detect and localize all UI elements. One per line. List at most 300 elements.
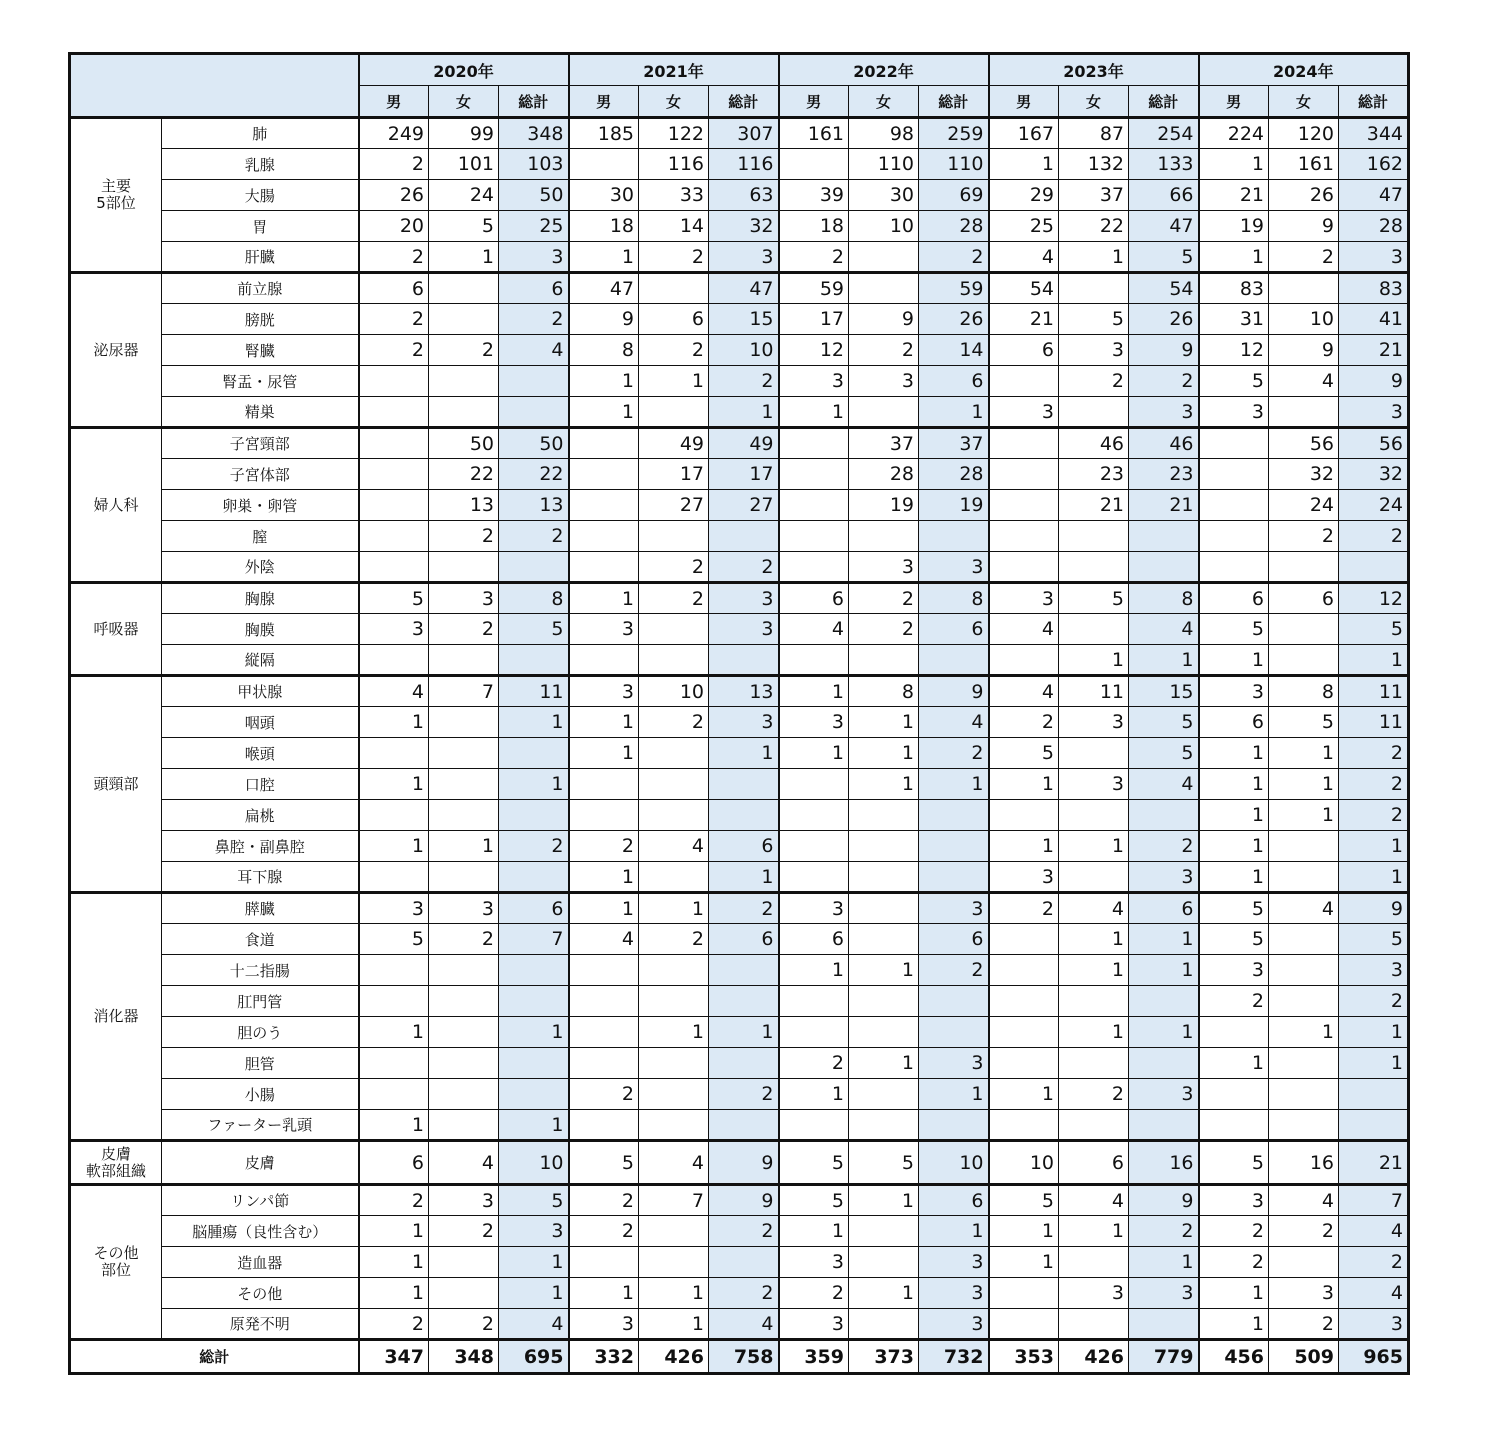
total-cell: 11 — [1339, 676, 1409, 707]
male-cell: 2 — [569, 1079, 639, 1110]
table-row — [70, 335, 1409, 366]
total-cell — [919, 521, 989, 552]
female-cell: 16 — [1269, 1141, 1339, 1185]
male-cell — [989, 490, 1059, 521]
female-cell: 426 — [1059, 1340, 1129, 1374]
male-cell: 5 — [1199, 1141, 1269, 1185]
male-cell: 1 — [359, 1110, 429, 1141]
female-cell: 9 — [849, 304, 919, 335]
total-cell: 1 — [1339, 1017, 1409, 1048]
female-cell — [1269, 1247, 1339, 1278]
group-block — [70, 1141, 1409, 1185]
female-cell: 1 — [1269, 800, 1339, 831]
total-cell: 4 — [709, 1309, 779, 1340]
male-cell: 21 — [989, 304, 1059, 335]
total-cell: 6 — [499, 273, 569, 304]
total-cell: 21 — [1339, 1141, 1409, 1185]
total-cell: 83 — [1339, 273, 1409, 304]
female-cell — [429, 397, 499, 428]
table-row — [70, 1247, 1409, 1278]
table-row — [70, 800, 1409, 831]
female-cell: 10 — [849, 211, 919, 242]
female-cell — [1059, 986, 1129, 1017]
total-cell: 4 — [1339, 1278, 1409, 1309]
male-cell: 54 — [989, 273, 1059, 304]
male-cell — [359, 459, 429, 490]
male-cell: 2 — [569, 831, 639, 862]
total-cell: 12 — [1339, 583, 1409, 614]
male-cell — [989, 800, 1059, 831]
total-cell: 695 — [499, 1340, 569, 1374]
table-row — [70, 242, 1409, 273]
female-cell: 3 — [429, 583, 499, 614]
total-cell: 24 — [1339, 490, 1409, 521]
table-row — [70, 1309, 1409, 1340]
male-cell: 18 — [779, 211, 849, 242]
male-cell: 2 — [1199, 1247, 1269, 1278]
group-block — [70, 118, 1409, 273]
total-cell: 3 — [1129, 862, 1199, 893]
total-cell: 3 — [1129, 397, 1199, 428]
total-cell: 2 — [499, 304, 569, 335]
total-cell: 2 — [1339, 738, 1409, 769]
year-header: 2021年 — [569, 54, 779, 86]
total-cell — [919, 1017, 989, 1048]
total-cell: 307 — [709, 118, 779, 149]
female-cell — [1059, 1309, 1129, 1340]
total-cell: 5 — [1339, 614, 1409, 645]
total-cell: 3 — [1339, 955, 1409, 986]
male-cell — [569, 490, 639, 521]
female-cell — [639, 955, 709, 986]
table-row — [70, 1278, 1409, 1309]
female-cell — [849, 1216, 919, 1247]
male-cell — [779, 459, 849, 490]
total-cell — [919, 1110, 989, 1141]
male-cell — [989, 428, 1059, 459]
female-cell: 1 — [849, 955, 919, 986]
female-cell: 6 — [639, 304, 709, 335]
total-cell: 6 — [709, 924, 779, 955]
year-header: 2024年 — [1199, 54, 1409, 86]
total-cell: 1 — [1129, 1247, 1199, 1278]
table-row — [70, 180, 1409, 211]
female-cell: 3 — [1059, 769, 1129, 800]
female-cell: 3 — [1059, 707, 1129, 738]
male-cell: 20 — [359, 211, 429, 242]
male-cell — [569, 800, 639, 831]
female-cell — [429, 1110, 499, 1141]
female-cell — [1269, 831, 1339, 862]
female-cell: 22 — [429, 459, 499, 490]
site-label: 口腔 — [162, 769, 359, 800]
total-cell: 2 — [1339, 521, 1409, 552]
site-label: 脳腫瘍（良性含む） — [162, 1216, 359, 1247]
total-cell: 2 — [1129, 366, 1199, 397]
male-cell: 12 — [779, 335, 849, 366]
table-row — [70, 862, 1409, 893]
female-cell — [429, 1247, 499, 1278]
female-cell — [1269, 645, 1339, 676]
male-cell: 2 — [779, 1048, 849, 1079]
male-cell: 1 — [1199, 831, 1269, 862]
total-cell: 13 — [709, 676, 779, 707]
total-cell: 6 — [709, 831, 779, 862]
female-cell: 56 — [1269, 428, 1339, 459]
male-cell: 2 — [359, 149, 429, 180]
female-cell: 4 — [1269, 366, 1339, 397]
male-cell: 1 — [359, 1017, 429, 1048]
group-block — [70, 893, 1409, 1141]
female-cell: 3 — [429, 1185, 499, 1216]
total-cell: 3 — [1129, 1278, 1199, 1309]
male-cell: 2 — [359, 1185, 429, 1216]
total-cell — [499, 1079, 569, 1110]
total-cell: 10 — [709, 335, 779, 366]
female-cell: 1 — [1059, 1216, 1129, 1247]
male-cell: 1 — [779, 1079, 849, 1110]
female-cell: 101 — [429, 149, 499, 180]
site-label: 膵臓 — [162, 893, 359, 924]
female-cell — [639, 986, 709, 1017]
male-cell — [989, 955, 1059, 986]
male-cell — [989, 459, 1059, 490]
total-cell: 28 — [919, 211, 989, 242]
male-cell: 3 — [989, 862, 1059, 893]
total-cell: 4 — [499, 335, 569, 366]
group-label: 頭頸部 — [70, 676, 162, 893]
male-cell: 5 — [1199, 366, 1269, 397]
male-header: 男 — [779, 86, 849, 118]
female-cell — [1269, 397, 1339, 428]
grand-total-label: 総計 — [70, 1340, 359, 1374]
female-cell: 348 — [429, 1340, 499, 1374]
total-cell — [709, 1110, 779, 1141]
female-cell: 2 — [1269, 1309, 1339, 1340]
male-cell — [359, 862, 429, 893]
total-cell: 11 — [499, 676, 569, 707]
female-cell: 37 — [849, 428, 919, 459]
total-cell: 2 — [499, 831, 569, 862]
female-cell: 22 — [1059, 211, 1129, 242]
total-cell: 6 — [499, 893, 569, 924]
male-cell: 1 — [359, 769, 429, 800]
group-block — [70, 1185, 1409, 1340]
total-header: 総計 — [1129, 86, 1199, 118]
total-cell: 47 — [1339, 180, 1409, 211]
total-cell: 10 — [499, 1141, 569, 1185]
male-cell — [359, 955, 429, 986]
table-row — [70, 583, 1409, 614]
female-cell: 161 — [1269, 149, 1339, 180]
total-cell: 110 — [919, 149, 989, 180]
female-cell: 1 — [849, 707, 919, 738]
total-cell: 7 — [499, 924, 569, 955]
male-cell: 1 — [569, 242, 639, 273]
male-cell: 17 — [779, 304, 849, 335]
table-row — [70, 1110, 1409, 1141]
female-cell: 99 — [429, 118, 499, 149]
female-cell: 46 — [1059, 428, 1129, 459]
group-label: 呼吸器 — [70, 583, 162, 676]
female-cell: 132 — [1059, 149, 1129, 180]
total-cell: 22 — [499, 459, 569, 490]
male-cell: 1 — [989, 1247, 1059, 1278]
female-cell: 24 — [429, 180, 499, 211]
male-cell — [989, 552, 1059, 583]
male-cell — [779, 800, 849, 831]
female-cell: 1 — [849, 1278, 919, 1309]
site-label: 子宮体部 — [162, 459, 359, 490]
male-cell: 359 — [779, 1340, 849, 1374]
female-cell — [1269, 552, 1339, 583]
female-cell — [429, 738, 499, 769]
female-cell: 2 — [1059, 1079, 1129, 1110]
female-cell: 17 — [639, 459, 709, 490]
female-cell: 6 — [1059, 1141, 1129, 1185]
male-cell: 1 — [1199, 1048, 1269, 1079]
male-cell: 29 — [989, 180, 1059, 211]
male-cell: 5 — [989, 1185, 1059, 1216]
total-cell: 254 — [1129, 118, 1199, 149]
table-row — [70, 304, 1409, 335]
total-cell: 4 — [499, 1309, 569, 1340]
male-cell: 39 — [779, 180, 849, 211]
female-cell: 7 — [429, 676, 499, 707]
male-cell: 1 — [779, 676, 849, 707]
site-label: 腎臓 — [162, 335, 359, 366]
male-header: 男 — [989, 86, 1059, 118]
male-cell: 456 — [1199, 1340, 1269, 1374]
total-cell: 8 — [1129, 583, 1199, 614]
male-cell: 167 — [989, 118, 1059, 149]
female-cell: 4 — [1269, 1185, 1339, 1216]
female-cell: 122 — [639, 118, 709, 149]
total-cell: 779 — [1129, 1340, 1199, 1374]
total-cell: 9 — [709, 1141, 779, 1185]
table-row — [70, 955, 1409, 986]
total-cell: 5 — [1129, 242, 1199, 273]
female-cell — [639, 862, 709, 893]
female-cell: 2 — [429, 1216, 499, 1247]
total-cell: 15 — [709, 304, 779, 335]
female-cell: 37 — [1059, 180, 1129, 211]
table-row — [70, 366, 1409, 397]
total-cell: 19 — [919, 490, 989, 521]
total-cell: 6 — [919, 924, 989, 955]
total-cell: 3 — [1339, 242, 1409, 273]
male-cell: 19 — [1199, 211, 1269, 242]
total-cell: 1 — [1129, 645, 1199, 676]
female-cell — [849, 924, 919, 955]
total-cell: 1 — [1339, 831, 1409, 862]
male-cell: 4 — [359, 676, 429, 707]
female-cell: 9 — [1269, 335, 1339, 366]
male-cell: 5 — [989, 738, 1059, 769]
female-cell: 14 — [639, 211, 709, 242]
female-cell: 1 — [849, 769, 919, 800]
female-cell — [849, 645, 919, 676]
male-cell: 1 — [779, 1216, 849, 1247]
total-cell: 6 — [919, 614, 989, 645]
total-cell: 9 — [1129, 1185, 1199, 1216]
table-row — [70, 738, 1409, 769]
site-label: 鼻腔・副鼻腔 — [162, 831, 359, 862]
total-cell: 5 — [1129, 738, 1199, 769]
female-cell: 5 — [1059, 304, 1129, 335]
male-cell: 4 — [989, 614, 1059, 645]
site-label: 食道 — [162, 924, 359, 955]
male-cell — [359, 521, 429, 552]
male-cell — [359, 397, 429, 428]
female-cell: 10 — [1269, 304, 1339, 335]
male-cell: 1 — [989, 1216, 1059, 1247]
male-cell — [989, 924, 1059, 955]
site-label: 胸膜 — [162, 614, 359, 645]
female-cell — [1059, 397, 1129, 428]
total-cell: 3 — [919, 552, 989, 583]
male-cell — [1199, 1079, 1269, 1110]
female-cell: 4 — [639, 831, 709, 862]
female-cell: 98 — [849, 118, 919, 149]
total-cell: 1 — [1339, 862, 1409, 893]
total-cell — [1129, 552, 1199, 583]
female-cell — [1269, 1079, 1339, 1110]
female-cell — [849, 986, 919, 1017]
total-cell: 5 — [1339, 924, 1409, 955]
male-cell — [359, 986, 429, 1017]
male-cell: 31 — [1199, 304, 1269, 335]
female-cell: 11 — [1059, 676, 1129, 707]
male-cell: 1 — [989, 149, 1059, 180]
male-cell — [779, 862, 849, 893]
total-cell — [1129, 800, 1199, 831]
female-cell: 1 — [1269, 738, 1339, 769]
female-cell: 4 — [1059, 1185, 1129, 1216]
male-cell: 1 — [1199, 149, 1269, 180]
female-cell: 2 — [429, 335, 499, 366]
female-cell — [1059, 614, 1129, 645]
total-cell: 8 — [499, 583, 569, 614]
site-label: 胃 — [162, 211, 359, 242]
site-label: 喉頭 — [162, 738, 359, 769]
female-header: 女 — [1269, 86, 1339, 118]
male-cell: 2 — [569, 1216, 639, 1247]
male-cell: 3 — [779, 366, 849, 397]
site-label: 胆のう — [162, 1017, 359, 1048]
total-cell: 116 — [709, 149, 779, 180]
male-cell — [989, 1048, 1059, 1079]
female-cell — [1269, 924, 1339, 955]
table-row — [70, 273, 1409, 304]
total-cell: 3 — [919, 1247, 989, 1278]
total-cell: 3 — [709, 614, 779, 645]
group-label: その他 部位 — [70, 1185, 162, 1340]
total-cell: 9 — [919, 676, 989, 707]
female-cell: 2 — [1269, 1216, 1339, 1247]
female-cell: 2 — [429, 924, 499, 955]
table-header — [70, 54, 1409, 118]
male-cell — [779, 769, 849, 800]
total-cell: 4 — [1129, 769, 1199, 800]
site-label: 膀胱 — [162, 304, 359, 335]
female-cell: 30 — [849, 180, 919, 211]
female-cell — [639, 397, 709, 428]
female-cell — [429, 366, 499, 397]
table-row — [70, 831, 1409, 862]
total-cell: 56 — [1339, 428, 1409, 459]
male-cell: 3 — [989, 583, 1059, 614]
female-cell: 13 — [429, 490, 499, 521]
male-cell: 5 — [359, 583, 429, 614]
total-cell — [1129, 986, 1199, 1017]
female-cell: 3 — [429, 893, 499, 924]
male-cell: 4 — [569, 924, 639, 955]
total-cell: 3 — [919, 893, 989, 924]
total-cell: 162 — [1339, 149, 1409, 180]
male-cell: 47 — [569, 273, 639, 304]
female-cell: 19 — [849, 490, 919, 521]
total-cell: 3 — [919, 1278, 989, 1309]
female-cell: 1 — [1269, 1017, 1339, 1048]
site-label: 縦隔 — [162, 645, 359, 676]
female-cell — [1269, 955, 1339, 986]
total-cell: 1 — [919, 1079, 989, 1110]
female-cell: 1 — [849, 738, 919, 769]
female-cell: 2 — [849, 335, 919, 366]
year-header: 2022年 — [779, 54, 989, 86]
grand-total-row — [70, 1340, 1409, 1374]
total-cell: 1 — [919, 1216, 989, 1247]
male-cell: 185 — [569, 118, 639, 149]
female-cell: 1 — [1059, 645, 1129, 676]
female-cell — [429, 552, 499, 583]
total-cell: 9 — [709, 1185, 779, 1216]
male-cell: 3 — [989, 397, 1059, 428]
total-cell: 50 — [499, 428, 569, 459]
female-cell — [1059, 1247, 1129, 1278]
total-cell: 1 — [499, 1278, 569, 1309]
male-cell: 6 — [359, 273, 429, 304]
male-cell: 25 — [989, 211, 1059, 242]
total-cell — [919, 800, 989, 831]
female-cell: 8 — [1269, 676, 1339, 707]
male-cell: 3 — [1199, 955, 1269, 986]
female-cell — [1269, 1048, 1339, 1079]
female-cell — [639, 1110, 709, 1141]
site-label: 卵巣・卵管 — [162, 490, 359, 521]
female-cell: 49 — [639, 428, 709, 459]
male-header: 男 — [359, 86, 429, 118]
male-cell: 2 — [359, 242, 429, 273]
female-cell — [429, 1048, 499, 1079]
female-cell: 21 — [1059, 490, 1129, 521]
total-cell — [709, 1247, 779, 1278]
male-cell: 6 — [359, 1141, 429, 1185]
female-cell: 50 — [429, 428, 499, 459]
site-label: ファーター乳頭 — [162, 1110, 359, 1141]
total-cell: 1 — [499, 1017, 569, 1048]
male-cell: 5 — [779, 1185, 849, 1216]
male-cell — [569, 769, 639, 800]
total-cell: 2 — [1129, 831, 1199, 862]
year-header: 2020年 — [359, 54, 569, 86]
female-cell: 1 — [429, 242, 499, 273]
male-cell: 21 — [1199, 180, 1269, 211]
total-header: 総計 — [709, 86, 779, 118]
male-cell: 12 — [1199, 335, 1269, 366]
male-cell — [569, 552, 639, 583]
